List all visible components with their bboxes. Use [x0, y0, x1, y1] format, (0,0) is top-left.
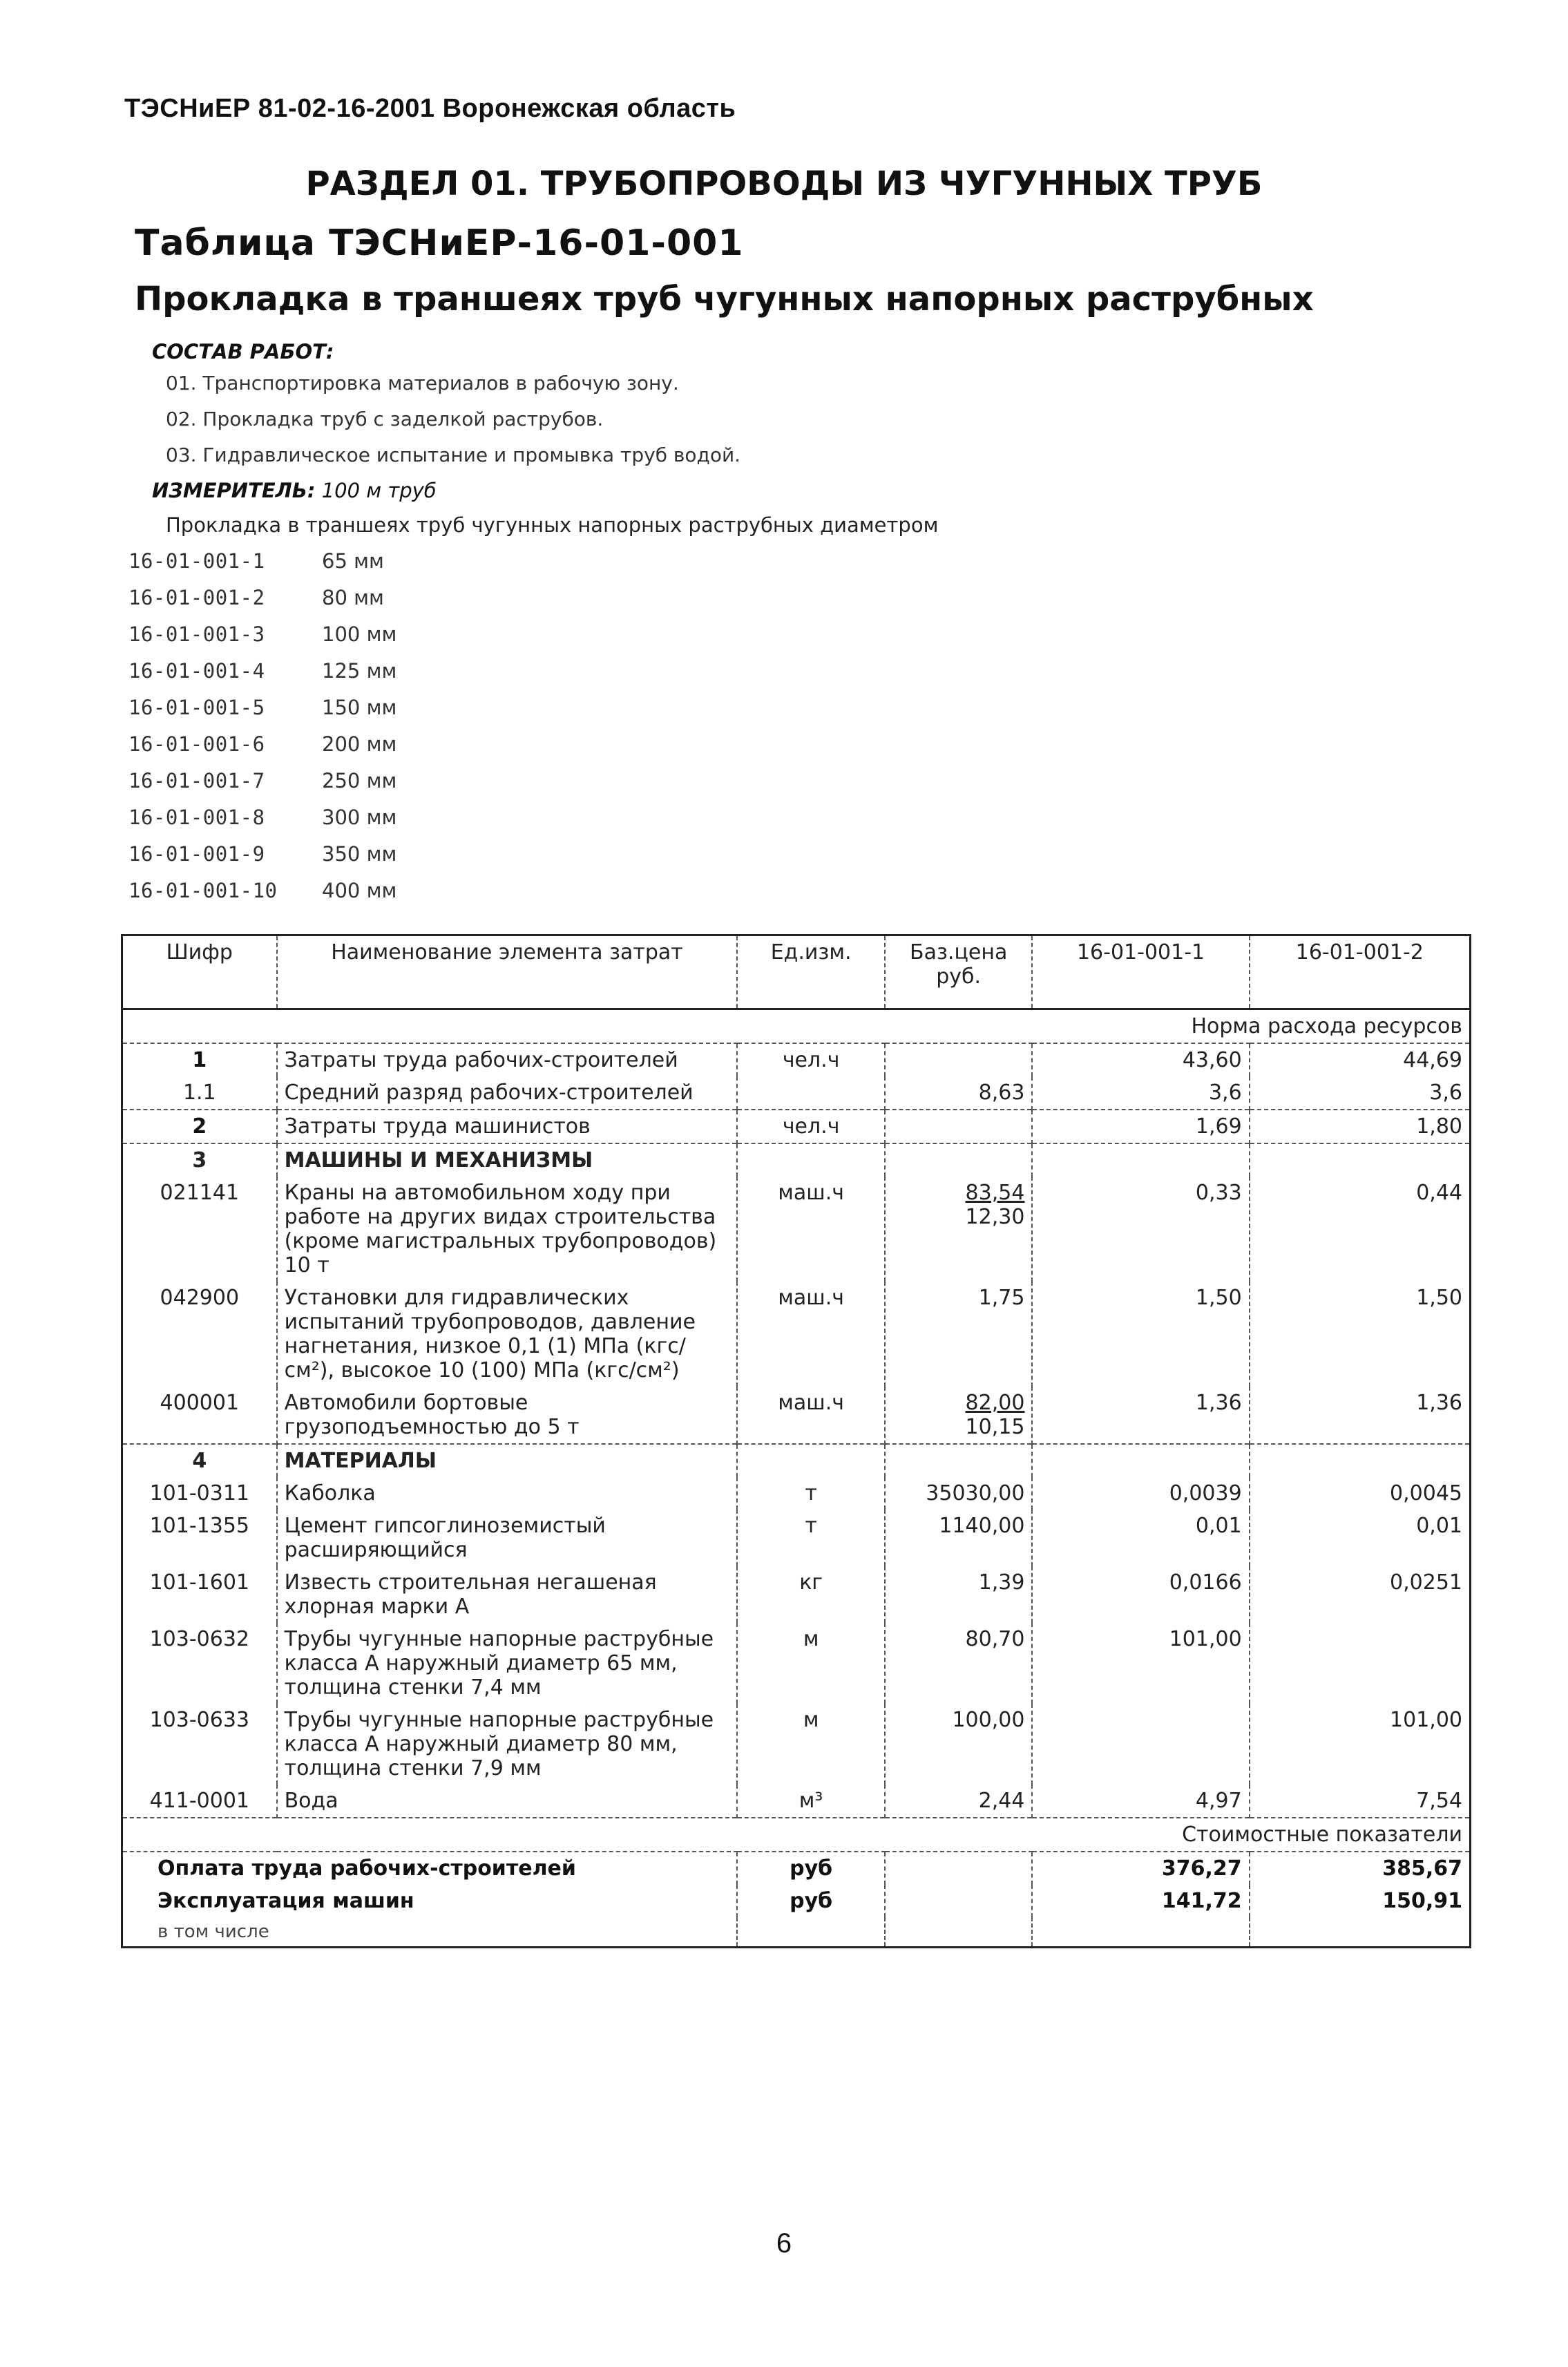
row-unit: кг	[737, 1566, 885, 1623]
row-price	[885, 1143, 1033, 1177]
table-row	[122, 1477, 1471, 1510]
row-value-1: 1,36	[1032, 1387, 1249, 1444]
row-unit: чел.ч	[737, 1110, 885, 1143]
row-name: Установки для гидравлических испытаний трубопроводов, давление нагнетания, низкое 0,1 (1) МПа (кгс/см²), высокое 10 (100) МПа (кгс/см²)	[277, 1282, 738, 1387]
variant-code: 16-01-001-2	[128, 586, 265, 609]
meter	[152, 479, 437, 502]
summary-unit: руб	[737, 1852, 885, 1885]
row-code: 1.1	[182, 1081, 216, 1105]
section-title: РАЗДЕЛ 01. ТРУБОПРОВОДЫ ИЗ ЧУГУННЫХ ТРУБ	[305, 164, 1263, 203]
row-code: 1	[122, 1043, 277, 1076]
variant-size: 200 мм	[322, 732, 397, 756]
row-unit: т	[737, 1510, 885, 1566]
variant-size: 400 мм	[322, 879, 397, 902]
summary-name: Оплата труда рабочих-строителей	[122, 1852, 738, 1885]
variant-size: 65 мм	[322, 549, 384, 573]
summary-value-1: 141,72	[1032, 1885, 1249, 1917]
section-row-machines	[122, 1143, 1471, 1177]
row-price-main: 83,54	[965, 1181, 1025, 1205]
row-value-1: 0,33	[1032, 1177, 1249, 1282]
table-subtitle: Прокладка в траншеях труб чугунных напорных раструбных	[135, 280, 1314, 319]
row-value-1: 0,0039	[1032, 1477, 1249, 1510]
variant-size: 350 мм	[322, 842, 397, 866]
row-name: Средний разряд рабочих-строителей	[277, 1076, 738, 1110]
row-price: 80,70	[885, 1623, 1033, 1704]
variant-code: 16-01-001-7	[128, 769, 265, 792]
row-price: 35030,00	[885, 1477, 1033, 1510]
cost-caption: Стоимостные показатели	[122, 1818, 1471, 1852]
row-code: 101-1601	[149, 1570, 250, 1595]
row-value-1	[1032, 1444, 1249, 1477]
row-unit	[737, 1143, 885, 1177]
header-price-line2: руб.	[936, 964, 982, 989]
row-value-2: 0,0045	[1250, 1477, 1471, 1510]
row-name: Каболка	[277, 1477, 738, 1510]
row-name: Трубы чугунные напорные раструбные класса А наружный диаметр 80 мм, толщина стенки 7,9 мм	[277, 1704, 738, 1785]
table-row	[122, 1623, 1471, 1704]
row-code: 2	[122, 1110, 277, 1143]
row-price: 1,39	[885, 1566, 1033, 1623]
row-value-2: 0,0251	[1250, 1566, 1471, 1623]
row-value-1	[1032, 1704, 1249, 1785]
variant-code: 16-01-001-4	[128, 659, 265, 683]
work-item: 03. Гидравлическое испытание и промывка труб водой.	[166, 444, 741, 466]
row-unit: т	[737, 1477, 885, 1510]
row-unit: маш.ч	[737, 1387, 885, 1444]
variant-size: 150 мм	[322, 696, 397, 719]
row-value-2	[1250, 1444, 1471, 1477]
summary-value-2: 385,67	[1250, 1852, 1471, 1885]
summary-row	[122, 1852, 1471, 1885]
row-name: Краны на автомобильном ходу при работе на других видах строительства (кроме магистральных трубопроводов) 10 т	[277, 1177, 738, 1282]
cost-caption-row	[122, 1818, 1471, 1852]
row-name: МАШИНЫ И МЕХАНИЗМЫ	[277, 1143, 738, 1177]
summary-value-1: 376,27	[1032, 1852, 1249, 1885]
summary-price	[885, 1885, 1033, 1917]
row-value-1: 3,6	[1032, 1076, 1249, 1110]
row-value-2: 0,01	[1250, 1510, 1471, 1566]
row-value-1: 43,60	[1032, 1043, 1249, 1076]
row-unit: м³	[737, 1785, 885, 1818]
row-price: 100,00	[885, 1704, 1033, 1785]
row-name: Цемент гипсоглиноземистый расширяющийся	[277, 1510, 738, 1566]
row-value-1: 4,97	[1032, 1785, 1249, 1818]
variant-code: 16-01-001-8	[128, 806, 265, 829]
row-name: Затраты труда рабочих-строителей	[277, 1043, 738, 1076]
summary-row	[122, 1885, 1471, 1917]
row-price: 2,44	[885, 1785, 1033, 1818]
header-unit: Ед.изм.	[737, 935, 885, 1009]
header-variant-1: 16-01-001-1	[1032, 935, 1249, 1009]
row-code: 101-0311	[149, 1481, 250, 1505]
summary-value-2: 150,91	[1250, 1885, 1471, 1917]
row-price	[885, 1177, 1033, 1282]
row-name: Затраты труда машинистов	[277, 1110, 738, 1143]
row-price: 1,75	[885, 1282, 1033, 1387]
row-value-2: 3,6	[1250, 1076, 1471, 1110]
meter-label: ИЗМЕРИТЕЛЬ:	[152, 479, 316, 502]
summary-unit: руб	[737, 1885, 885, 1917]
variants-intro: Прокладка в траншеях труб чугунных напорных раструбных диаметром	[166, 513, 939, 537]
work-item: 02. Прокладка труб с заделкой раструбов.	[166, 408, 604, 430]
table-row	[122, 1043, 1471, 1076]
section-row-materials	[122, 1444, 1471, 1477]
row-name: Вода	[277, 1785, 738, 1818]
row-value-1: 1,50	[1032, 1282, 1249, 1387]
variant-size: 80 мм	[322, 586, 384, 609]
row-value-2: 101,00	[1250, 1704, 1471, 1785]
table-row	[122, 1110, 1471, 1143]
variant-code: 16-01-001-5	[128, 696, 265, 719]
row-code: 103-0633	[149, 1708, 250, 1732]
row-unit	[737, 1076, 885, 1110]
variant-code: 16-01-001-6	[128, 732, 265, 756]
meter-value: 100 м труб	[321, 479, 437, 502]
table-row	[122, 1566, 1471, 1623]
table-row	[122, 1785, 1471, 1818]
row-price: 1140,00	[885, 1510, 1033, 1566]
row-value-2: 1,36	[1250, 1387, 1471, 1444]
table-row	[122, 1387, 1471, 1444]
variant-size: 100 мм	[322, 622, 397, 646]
row-price: 8,63	[885, 1076, 1033, 1110]
row-price	[885, 1043, 1033, 1076]
variant-size: 300 мм	[322, 806, 397, 829]
row-unit: маш.ч	[737, 1177, 885, 1282]
row-value-2	[1250, 1623, 1471, 1704]
row-value-1	[1032, 1143, 1249, 1177]
row-code: 411-0001	[149, 1789, 250, 1813]
row-unit: маш.ч	[737, 1282, 885, 1387]
row-value-2: 7,54	[1250, 1785, 1471, 1818]
row-unit	[737, 1444, 885, 1477]
norm-caption-row	[122, 1009, 1471, 1044]
table-header-row	[122, 935, 1471, 1009]
row-name: Автомобили бортовые грузоподъемностью до 5 т	[277, 1387, 738, 1444]
note-text: в том числе	[157, 1921, 269, 1942]
norms-table	[121, 934, 1471, 1948]
header-name: Наименование элемента затрат	[277, 935, 738, 1009]
work-item: 01. Транспортировка материалов в рабочую зону.	[166, 372, 679, 394]
row-price-main: 82,00	[965, 1391, 1025, 1415]
variant-code: 16-01-001-3	[128, 622, 265, 646]
table-row	[122, 1510, 1471, 1566]
row-value-2	[1250, 1143, 1471, 1177]
table-row	[122, 1177, 1471, 1282]
note-row	[122, 1917, 1471, 1948]
row-price	[885, 1387, 1033, 1444]
row-price-driver: 10,15	[965, 1415, 1025, 1439]
composition-label: СОСТАВ РАБОТ:	[152, 340, 334, 363]
summary-price	[885, 1852, 1033, 1885]
row-code: 3	[122, 1143, 277, 1177]
row-code: 4	[122, 1444, 277, 1477]
row-name: Трубы чугунные напорные раструбные класса А наружный диаметр 65 мм, толщина стенки 7,4 мм	[277, 1623, 738, 1704]
document-header: ТЭСНиЕР 81-02-16-2001 Воронежская область	[124, 94, 736, 123]
header-price	[885, 935, 1033, 1009]
variant-size: 250 мм	[322, 769, 397, 792]
row-price	[885, 1110, 1033, 1143]
row-unit: м	[737, 1704, 885, 1785]
variant-code: 16-01-001-9	[128, 842, 265, 866]
summary-name: Эксплуатация машин	[157, 1889, 414, 1913]
row-value-1: 101,00	[1032, 1623, 1249, 1704]
row-value-2: 44,69	[1250, 1043, 1471, 1076]
row-code: 400001	[160, 1391, 240, 1415]
variant-code: 16-01-001-10	[128, 879, 278, 902]
row-value-1: 0,0166	[1032, 1566, 1249, 1623]
header-variant-2: 16-01-001-2	[1250, 935, 1471, 1009]
row-value-2: 1,80	[1250, 1110, 1471, 1143]
row-value-2: 0,44	[1250, 1177, 1471, 1282]
table-row	[122, 1282, 1471, 1387]
row-price-driver: 12,30	[965, 1205, 1025, 1229]
row-value-1: 0,01	[1032, 1510, 1249, 1566]
row-name: МАТЕРИАЛЫ	[277, 1444, 738, 1477]
row-value-1: 1,69	[1032, 1110, 1249, 1143]
row-unit: чел.ч	[737, 1043, 885, 1076]
variant-size: 125 мм	[322, 659, 397, 683]
table-row	[122, 1076, 1471, 1110]
row-code: 021141	[160, 1181, 240, 1205]
row-unit: м	[737, 1623, 885, 1704]
variant-code: 16-01-001-1	[128, 549, 265, 573]
header-code: Шифр	[122, 935, 277, 1009]
table-row	[122, 1704, 1471, 1785]
row-code: 101-1355	[149, 1514, 250, 1538]
header-price-line1: Баз.цена	[910, 940, 1008, 964]
table-title: Таблица ТЭСНиЕР-16-01-001	[135, 222, 744, 264]
row-value-2: 1,50	[1250, 1282, 1471, 1387]
norm-caption: Норма расхода ресурсов	[1191, 1014, 1462, 1038]
page-number: 6	[776, 2228, 792, 2259]
row-price	[885, 1444, 1033, 1477]
row-name: Известь строительная негашеная хлорная марки А	[277, 1566, 738, 1623]
row-code: 103-0632	[149, 1627, 250, 1651]
row-code: 042900	[160, 1286, 240, 1310]
